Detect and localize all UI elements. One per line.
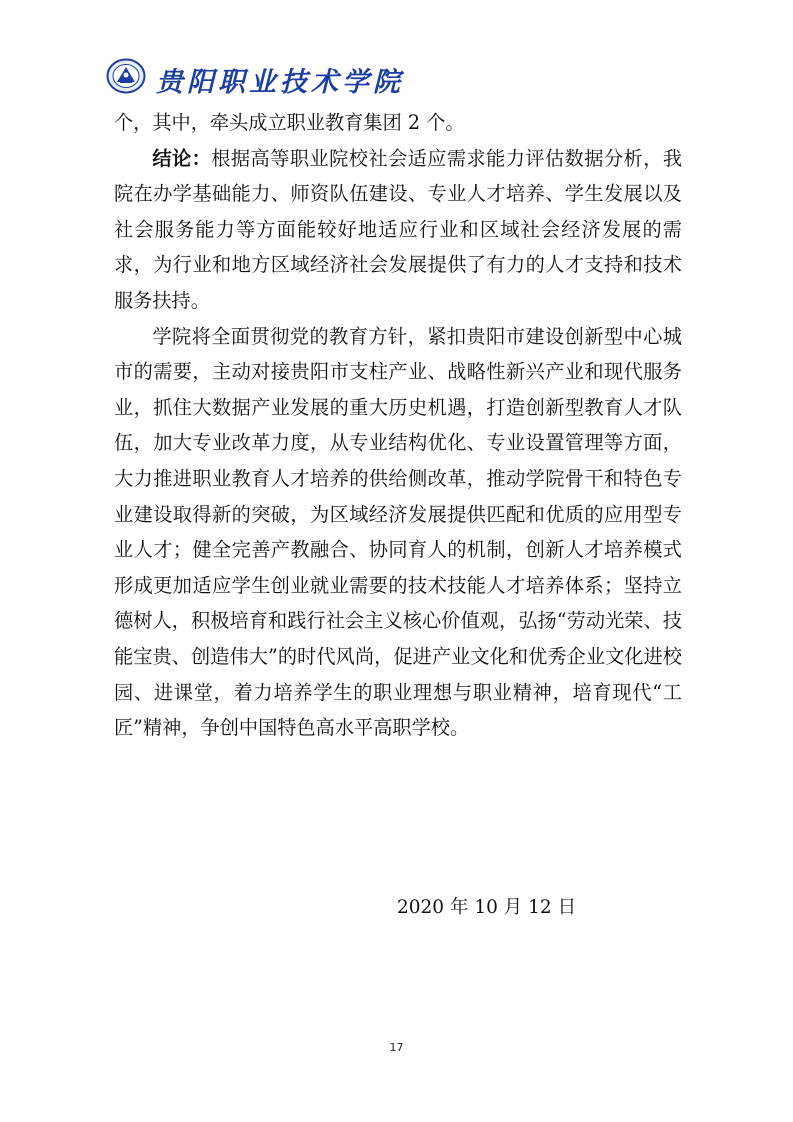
document-body xyxy=(114,105,682,746)
document-date: 2020 年 10 月 12 日 xyxy=(397,897,577,918)
conclusion-text: 根据高等职业院校社会适应需求能力评估数据分析，我院在办学基础能力、师资队伍建设、专业人才培养、学生发展以及社会服务能力等方面能较好地适应行业和区域社会经济发展的需求，为行业和地方区域经济社会发展提供了有力的人才支持和技术服务扶持。 xyxy=(114,146,683,312)
conclusion-label: 结论： xyxy=(152,146,212,170)
school-name: 贵阳职业技术学院 xyxy=(156,67,404,98)
school-seal-icon xyxy=(106,58,146,94)
page-number: 17 xyxy=(389,1041,404,1054)
conclusion-paragraph xyxy=(114,141,682,319)
page-header xyxy=(106,58,406,98)
continuation-paragraph: 个，其中，牵头成立职业教育集团 2 个。 xyxy=(114,111,465,134)
plan-paragraph: 学院将全面贯彻党的教育方针，紧扣贵阳市建设创新型中心城市的需要，主动对接贵阳市支柱产业、战略性新兴产业和现代服务业，抓住大数据产业发展的重大历史机遇，打造创新型教育人才队伍，加大专业改革力度，从专业结构优化、专业设置管理等方面，大力推进职业教育人才培养的供给侧改革，推动学院骨干和特色专业建设取得新的突破，为区域经济发展提供匹配和优质的应用型专业人才；健全完善产教融合、协同育人的机制，创新人才培养模式形成更加适应学生创业就业需要的技术技能人才培养体系；坚持立德树人，积极培育和践行社会主义核心价值观，弘扬“劳动光荣、技能宝贵、创造伟大”的时代风尚，促进产业文化和优秀企业文化进校园、进课堂，着力培养学生的职业理想与职业精神，培育现代“工匠”精神，争创中国特色高水平高职学校。 xyxy=(114,324,682,740)
